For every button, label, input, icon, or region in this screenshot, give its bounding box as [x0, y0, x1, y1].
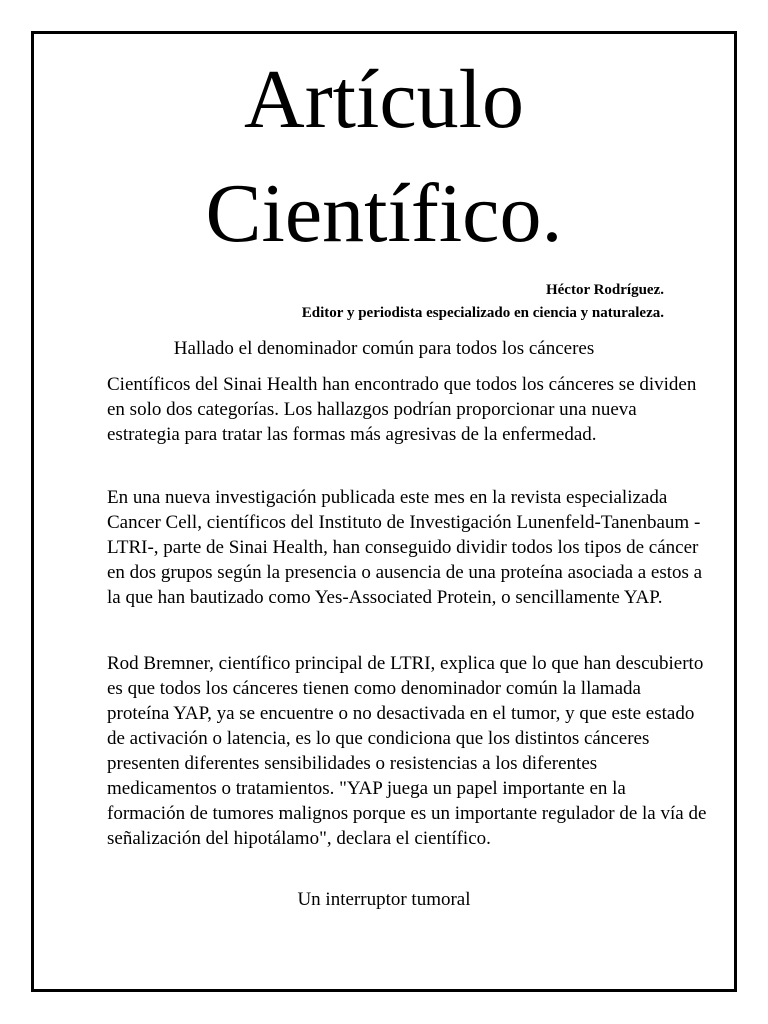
article-headline: Hallado el denominador común para todos los cánceres	[173, 338, 595, 359]
page-border	[31, 31, 737, 992]
author-role: Editor y periodista especializado en ciencia y naturaleza.	[301, 305, 664, 321]
section-heading: Un interruptor tumoral	[297, 889, 471, 910]
article-title-line-2: Científico.	[205, 167, 563, 260]
body-paragraph-3: Rod Bremner, científico principal de LTRI, explica que lo que han descubierto es que todos los cánceres tienen como denominador común la llamada proteína YAP, ya se encuentre o no desactivada en el tumor, y que este estado de activación o latencia, es lo que condiciona que los distintos cánceres presenten diferentes sensibilidades o resistencias a los diferentes medicamentos o tratamientos. "YAP juega un papel importante en la formación de tumores malignos porque es un importante regulador de la vía de señalización del hipotálamo", declara el científico.	[107, 653, 707, 849]
body-paragraph-2: En una nueva investigación publicada este mes en la revista especializada Cancer Cell, científicos del Instituto de Investigación Lunenfeld-Tanenbaum -LTRI-, parte de Sinai Health, han conseguido dividir todos los tipos de cáncer en dos grupos según la presencia o ausencia de una proteína asociada a estos a la que han bautizado como Yes-Associated Protein, o sencillamente YAP.	[107, 487, 703, 608]
article-title-line-1: Artículo	[244, 53, 524, 146]
author-name: Héctor Rodríguez.	[545, 282, 664, 298]
body-paragraph-1: Científicos del Sinai Health han encontrado que todos los cánceres se dividen en solo dos categorías. Los hallazgos podrían proporcionar una nueva estrategia para tratar las formas más agresivas de la enfermedad.	[107, 374, 697, 445]
